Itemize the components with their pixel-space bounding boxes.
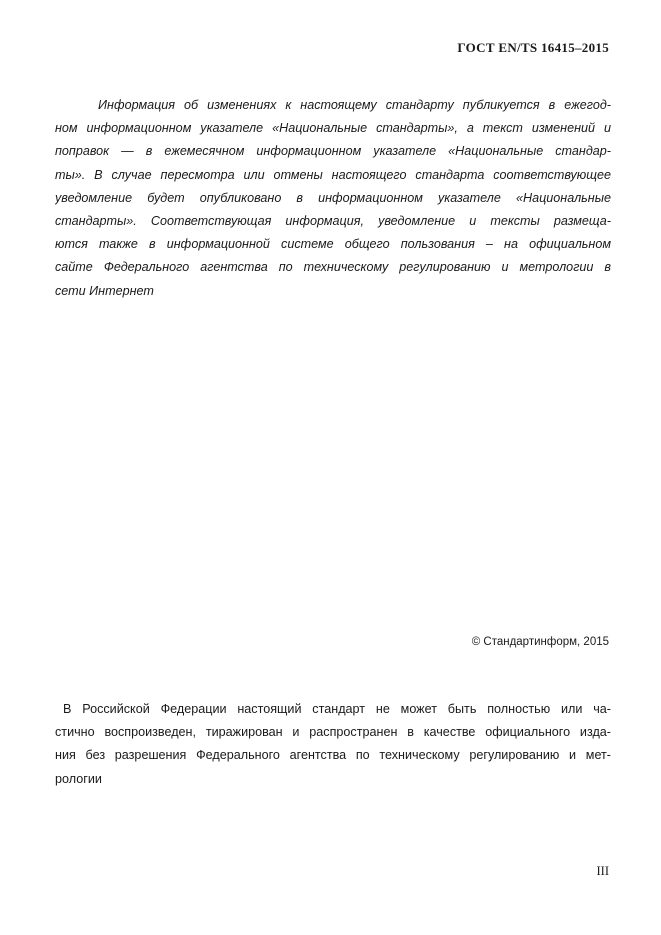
- info-line: сети Интернет: [55, 283, 154, 298]
- info-line: поправок — в ежемесячном информационном указателе «Национальные стандар-: [55, 144, 611, 159]
- info-line: Информация об изменениях к настоящему стандарту публикуется в ежегод-: [98, 98, 611, 112]
- rights-line: рологии: [55, 771, 102, 786]
- standard-code-header: ГОСТ EN/TS 16415–2015: [457, 40, 609, 55]
- reproduction-rights-paragraph: [55, 698, 611, 791]
- copyright-notice: © Стандартинформ, 2015: [471, 636, 609, 648]
- info-line: уведомление будет опубликовано в информационном указателе «Национальные: [55, 190, 611, 205]
- info-line: ты». В случае пересмотра или отмены настоящего стандарта соответствующее: [55, 167, 611, 182]
- info-line: ном информационном указателе «Национальные стандарты», а текст изменений и: [55, 121, 611, 136]
- rights-line: ния без разрешения Федерального агентства по техническому регулированию и мет-: [55, 748, 611, 763]
- amendments-info-paragraph: [55, 94, 611, 303]
- rights-line: В Российской Федерации настоящий стандарт не может быть полностью или ча-: [63, 702, 611, 716]
- info-line: ются также в информационной системе общего пользования – на официальном: [55, 237, 611, 252]
- rights-line: стично воспроизведен, тиражирован и распространен в качестве официального изда-: [55, 725, 611, 740]
- info-line: стандарты». Соответствующая информация, уведомление и тексты размеща-: [55, 213, 611, 228]
- info-line: сайте Федерального агентства по техническому регулированию и метрологии в: [55, 260, 611, 275]
- page-number: III: [596, 864, 609, 878]
